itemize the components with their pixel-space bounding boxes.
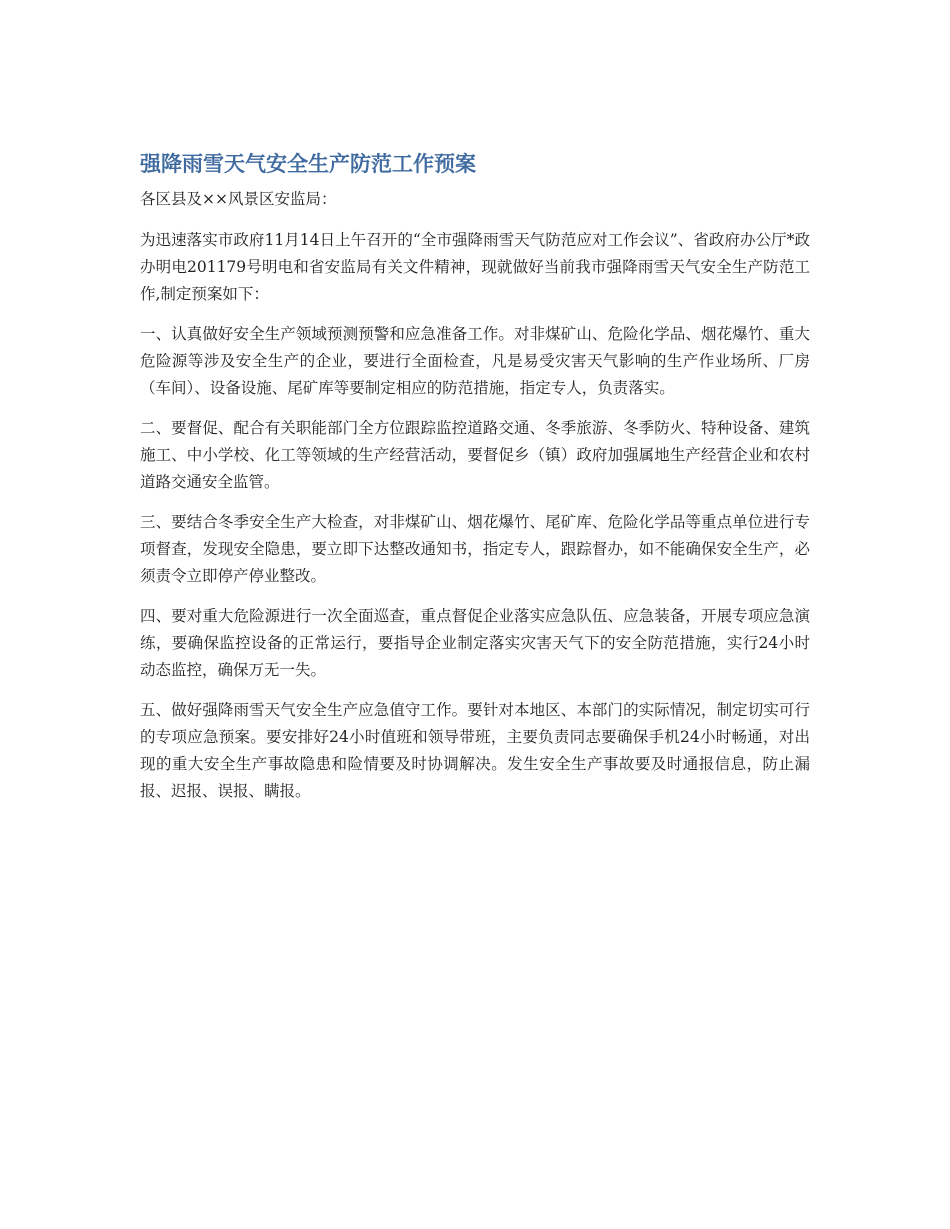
- paragraph-item-5: 五、做好强降雨雪天气安全生产应急值守工作。要针对本地区、本部门的实际情况，制定切实可行的专项应急预案。要安排好24小时值班和领导带班，主要负责同志要确保手机24小时畅通，对出现的重大安全生产事故隐患和险情要及时协调解决。发生安全生产事故要及时通报信息，防止漏报、迟报、误报、瞒报。: [140, 701, 810, 800]
- paragraph-item-1: 一、认真做好安全生产领域预测预警和应急准备工作。对非煤矿山、危险化学品、烟花爆竹、重大危险源等涉及安全生产的企业，要进行全面检查，凡是易受灾害天气影响的生产作业场所、厂房（车间）、设备设施、尾矿库等要制定相应的防范措施，指定专人，负责落实。: [140, 325, 810, 397]
- paragraph-intro: 为迅速落实市政府11月14日上午召开的“全市强降雨雪天气防范应对工作会议”、省政府办公厅*政办明电201179号明电和省安监局有关文件精神，现就做好当前我市强降雨雪天气安全生产防范工作,制定预案如下：: [140, 231, 810, 303]
- paragraph-item-2: 二、要督促、配合有关职能部门全方位跟踪监控道路交通、冬季旅游、冬季防火、特种设备、建筑施工、中小学校、化工等领域的生产经营活动，要督促乡（镇）政府加强属地生产经营企业和农村道路交通安全监管。: [140, 419, 810, 491]
- paragraph-item-3: 三、要结合冬季安全生产大检查，对非煤矿山、烟花爆竹、尾矿库、危险化学品等重点单位进行专项督查，发现安全隐患，要立即下达整改通知书，指定专人，跟踪督办，如不能确保安全生产，必须责令立即停产停业整改。: [140, 513, 810, 585]
- salutation: 各区县及××风景区安监局：: [140, 190, 337, 208]
- document-title: 强降雨雪天气安全生产防范工作预案: [140, 152, 476, 176]
- document-page: [140, 148, 810, 818]
- paragraph-item-4: 四、要对重大危险源进行一次全面巡查，重点督促企业落实应急队伍、应急装备，开展专项应急演练，要确保监控设备的正常运行，要指导企业制定落实灾害天气下的安全防范措施，实行24小时动态监控，确保万无一失。: [140, 607, 810, 679]
